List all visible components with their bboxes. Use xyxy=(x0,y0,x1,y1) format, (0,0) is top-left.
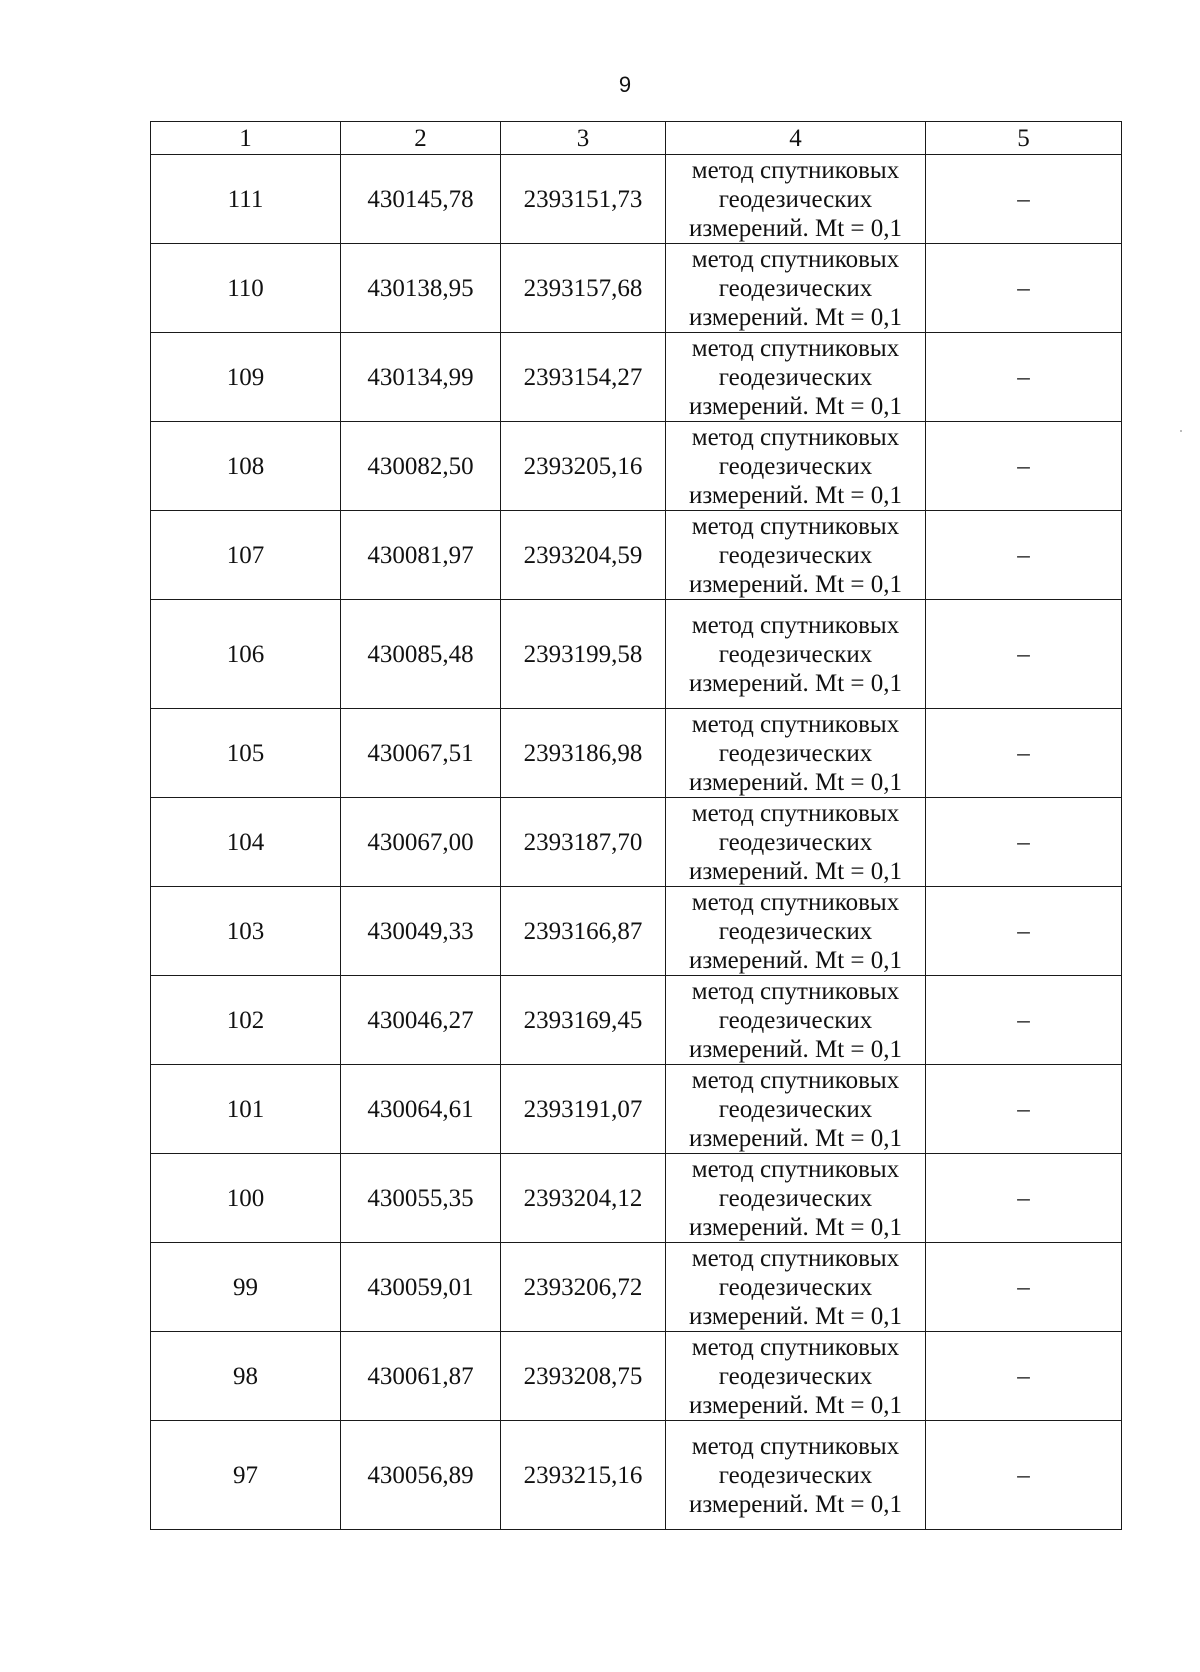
method-cell xyxy=(666,887,926,976)
method-text-line: геодезических xyxy=(718,452,873,480)
table-row xyxy=(151,1243,1122,1332)
method-cell xyxy=(666,976,926,1065)
method-text-line: метод спутниковых xyxy=(691,888,900,916)
y-coordinate-cell: 2393191,07 xyxy=(501,1065,666,1154)
page-number: 9 xyxy=(618,72,632,97)
note-cell: – xyxy=(926,1332,1122,1421)
y-coordinate-cell: 2393166,87 xyxy=(501,887,666,976)
method-text-line: измерений. Mt = 0,1 xyxy=(688,214,903,242)
point-id-cell: 110 xyxy=(151,244,341,333)
method-text-line: метод спутниковых xyxy=(691,1066,900,1094)
method-text-line: метод спутниковых xyxy=(691,977,900,1005)
x-coordinate-cell: 430085,48 xyxy=(341,600,501,709)
method-text-line: геодезических xyxy=(718,739,873,767)
method-text-line: измерений. Mt = 0,1 xyxy=(688,570,903,598)
method-cell xyxy=(666,422,926,511)
method-text-line: измерений. Mt = 0,1 xyxy=(688,1391,903,1419)
note-cell: – xyxy=(926,798,1122,887)
method-text-line: геодезических xyxy=(718,828,873,856)
method-text-line: измерений. Mt = 0,1 xyxy=(688,1302,903,1330)
x-coordinate-cell: 430056,89 xyxy=(341,1421,501,1530)
point-id-cell: 106 xyxy=(151,600,341,709)
method-text-line: измерений. Mt = 0,1 xyxy=(688,1035,903,1063)
method-text-line: метод спутниковых xyxy=(691,710,900,738)
coordinates-table-body xyxy=(151,122,1122,1530)
method-text-line: измерений. Mt = 0,1 xyxy=(688,481,903,509)
method-text-line: метод спутниковых xyxy=(691,334,900,362)
note-cell: – xyxy=(926,1421,1122,1530)
method-text-line: геодезических xyxy=(718,1461,873,1489)
method-cell xyxy=(666,1332,926,1421)
method-text-line: геодезических xyxy=(718,917,873,945)
table-row xyxy=(151,1154,1122,1243)
table-row xyxy=(151,1332,1122,1421)
table-row xyxy=(151,511,1122,600)
note-cell: – xyxy=(926,333,1122,422)
table-row xyxy=(151,600,1122,709)
table-row xyxy=(151,155,1122,244)
y-coordinate-cell: 2393157,68 xyxy=(501,244,666,333)
y-coordinate-cell: 2393206,72 xyxy=(501,1243,666,1332)
method-text-line: геодезических xyxy=(718,1006,873,1034)
method-cell xyxy=(666,1154,926,1243)
method-text-line: геодезических xyxy=(718,640,873,668)
method-text-line: геодезических xyxy=(718,274,873,302)
method-text-line: геодезических xyxy=(718,1095,873,1123)
method-text-line: геодезических xyxy=(718,1273,873,1301)
x-coordinate-cell: 430064,61 xyxy=(341,1065,501,1154)
y-coordinate-cell: 2393215,16 xyxy=(501,1421,666,1530)
point-id-cell: 108 xyxy=(151,422,341,511)
table-row xyxy=(151,709,1122,798)
point-id-cell: 107 xyxy=(151,511,341,600)
method-text-line: метод спутниковых xyxy=(691,1432,900,1460)
y-coordinate-cell: 2393205,16 xyxy=(501,422,666,511)
method-cell xyxy=(666,244,926,333)
method-text-line: метод спутниковых xyxy=(691,799,900,827)
point-id-cell: 99 xyxy=(151,1243,341,1332)
y-coordinate-cell: 2393204,12 xyxy=(501,1154,666,1243)
point-id-cell: 104 xyxy=(151,798,341,887)
point-id-cell: 109 xyxy=(151,333,341,422)
method-text-line: измерений. Mt = 0,1 xyxy=(688,1490,903,1518)
method-text-line: измерений. Mt = 0,1 xyxy=(688,669,903,697)
y-coordinate-cell: 2393204,59 xyxy=(501,511,666,600)
table-row xyxy=(151,798,1122,887)
method-text-line: метод спутниковых xyxy=(691,423,900,451)
x-coordinate-cell: 430067,51 xyxy=(341,709,501,798)
note-cell: – xyxy=(926,1243,1122,1332)
coordinates-table xyxy=(150,121,1122,1530)
note-cell: – xyxy=(926,422,1122,511)
x-coordinate-cell: 430059,01 xyxy=(341,1243,501,1332)
method-cell xyxy=(666,1065,926,1154)
x-coordinate-cell: 430049,33 xyxy=(341,887,501,976)
note-cell: – xyxy=(926,155,1122,244)
method-text-line: геодезических xyxy=(718,1184,873,1212)
x-coordinate-cell: 430055,35 xyxy=(341,1154,501,1243)
column-header-1: 1 xyxy=(151,122,341,155)
y-coordinate-cell: 2393199,58 xyxy=(501,600,666,709)
x-coordinate-cell: 430061,87 xyxy=(341,1332,501,1421)
method-cell xyxy=(666,1243,926,1332)
method-text-line: метод спутниковых xyxy=(691,1244,900,1272)
method-cell xyxy=(666,333,926,422)
table-row xyxy=(151,976,1122,1065)
method-text-line: измерений. Mt = 0,1 xyxy=(688,768,903,796)
method-cell xyxy=(666,709,926,798)
x-coordinate-cell: 430138,95 xyxy=(341,244,501,333)
note-cell: – xyxy=(926,1154,1122,1243)
method-text-line: геодезических xyxy=(718,185,873,213)
method-text-line: геодезических xyxy=(718,1362,873,1390)
y-coordinate-cell: 2393169,45 xyxy=(501,976,666,1065)
column-header-2: 2 xyxy=(341,122,501,155)
scan-speck xyxy=(1180,430,1182,432)
table-row xyxy=(151,1421,1122,1530)
y-coordinate-cell: 2393187,70 xyxy=(501,798,666,887)
table-row xyxy=(151,422,1122,511)
method-text-line: геодезических xyxy=(718,541,873,569)
note-cell: – xyxy=(926,511,1122,600)
column-header-4: 4 xyxy=(666,122,926,155)
x-coordinate-cell: 430145,78 xyxy=(341,155,501,244)
method-text-line: измерений. Mt = 0,1 xyxy=(688,857,903,885)
method-cell xyxy=(666,600,926,709)
y-coordinate-cell: 2393151,73 xyxy=(501,155,666,244)
y-coordinate-cell: 2393208,75 xyxy=(501,1332,666,1421)
method-text-line: метод спутниковых xyxy=(691,512,900,540)
table-row xyxy=(151,1065,1122,1154)
x-coordinate-cell: 430081,97 xyxy=(341,511,501,600)
method-text-line: метод спутниковых xyxy=(691,611,900,639)
method-text-line: измерений. Mt = 0,1 xyxy=(688,1213,903,1241)
column-header-3: 3 xyxy=(501,122,666,155)
point-id-cell: 98 xyxy=(151,1332,341,1421)
note-cell: – xyxy=(926,600,1122,709)
table-row xyxy=(151,333,1122,422)
method-cell xyxy=(666,155,926,244)
method-text-line: измерений. Mt = 0,1 xyxy=(688,946,903,974)
table-header-row xyxy=(151,122,1122,155)
table-row xyxy=(151,244,1122,333)
point-id-cell: 97 xyxy=(151,1421,341,1530)
note-cell: – xyxy=(926,887,1122,976)
table-row xyxy=(151,887,1122,976)
note-cell: – xyxy=(926,244,1122,333)
x-coordinate-cell: 430082,50 xyxy=(341,422,501,511)
method-cell xyxy=(666,798,926,887)
x-coordinate-cell: 430134,99 xyxy=(341,333,501,422)
point-id-cell: 105 xyxy=(151,709,341,798)
point-id-cell: 101 xyxy=(151,1065,341,1154)
method-cell xyxy=(666,511,926,600)
note-cell: – xyxy=(926,976,1122,1065)
point-id-cell: 100 xyxy=(151,1154,341,1243)
method-text-line: измерений. Mt = 0,1 xyxy=(688,1124,903,1152)
method-text-line: измерений. Mt = 0,1 xyxy=(688,392,903,420)
point-id-cell: 103 xyxy=(151,887,341,976)
x-coordinate-cell: 430046,27 xyxy=(341,976,501,1065)
point-id-cell: 111 xyxy=(151,155,341,244)
method-text-line: метод спутниковых xyxy=(691,156,900,184)
note-cell: – xyxy=(926,1065,1122,1154)
note-cell: – xyxy=(926,709,1122,798)
y-coordinate-cell: 2393154,27 xyxy=(501,333,666,422)
method-cell xyxy=(666,1421,926,1530)
method-text-line: измерений. Mt = 0,1 xyxy=(688,303,903,331)
method-text-line: метод спутниковых xyxy=(691,1333,900,1361)
method-text-line: метод спутниковых xyxy=(691,1155,900,1183)
y-coordinate-cell: 2393186,98 xyxy=(501,709,666,798)
x-coordinate-cell: 430067,00 xyxy=(341,798,501,887)
method-text-line: геодезических xyxy=(718,363,873,391)
method-text-line: метод спутниковых xyxy=(691,245,900,273)
point-id-cell: 102 xyxy=(151,976,341,1065)
column-header-5: 5 xyxy=(926,122,1122,155)
